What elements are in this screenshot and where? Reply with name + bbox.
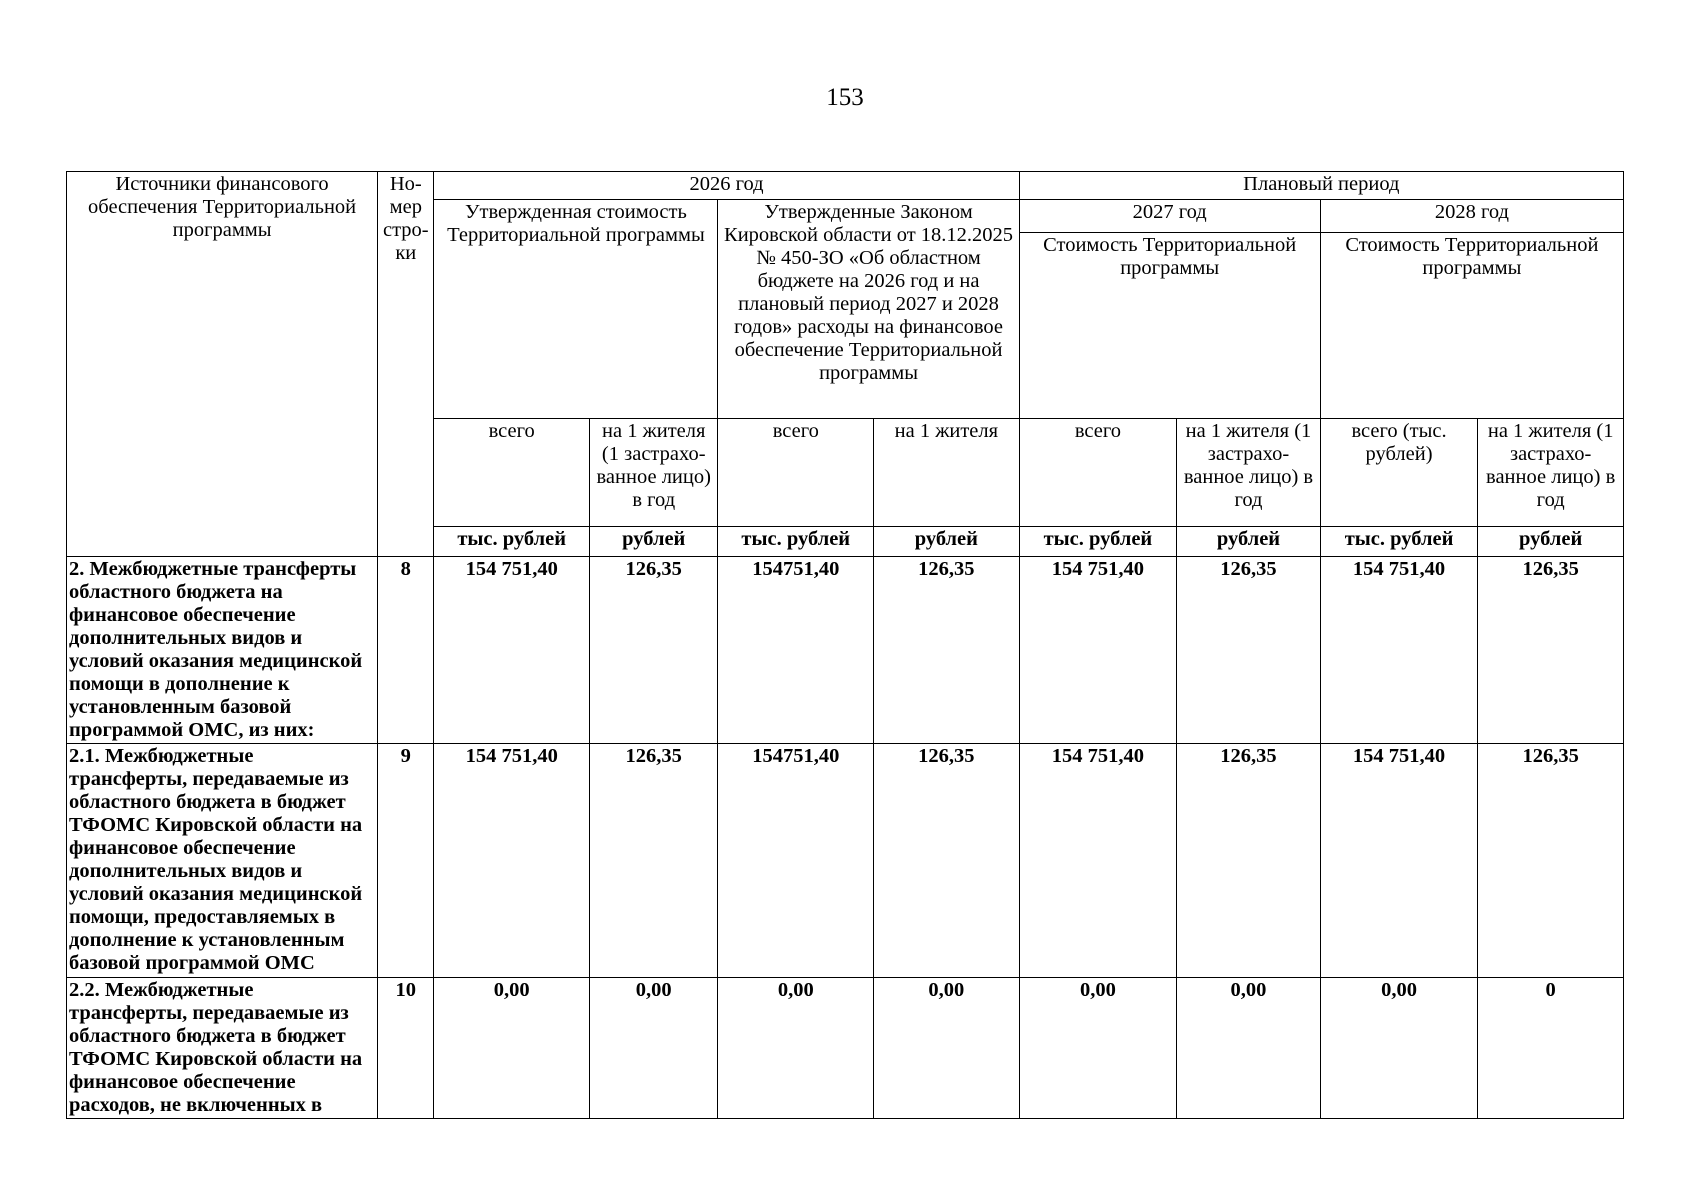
header-2026: 2026 год: [434, 172, 1019, 200]
sub-header: всего: [1019, 419, 1177, 527]
header-plan-period: Плановый период: [1019, 172, 1623, 200]
row-source: 2.2. Межбюджетные трансферты, передаваемые из областного бюджета в бюджет ТФОМС Кировской области на финансовое обеспечение расходов, не включенных в: [67, 978, 378, 1119]
unit-header: тыс. рублей: [1320, 527, 1478, 557]
sub-header: на 1 жителя: [874, 419, 1020, 527]
row-source: 2. Межбюджетные трансферты областного бюджета на финансовое обеспечение дополнительных видов и условий оказания медицинской помощи в дополнение к установленным базовой программой ОМС, из них:: [67, 557, 378, 744]
value-cell: 0,00: [1320, 978, 1478, 1119]
table-row: [67, 978, 1624, 1119]
row-source: 2.1. Межбюджетные трансферты, передаваемые из областного бюджета в бюджет ТФОМС Кировской области на финансовое обеспечение дополнительных видов и условий оказания медицинской помощи, предоставляемых в дополнение к установленным базовой программой ОМС: [67, 744, 378, 978]
header-row-number: Но-мер стро-ки: [378, 172, 434, 557]
value-cell: 0,00: [1177, 978, 1321, 1119]
sub-header: всего: [718, 419, 874, 527]
header-2027: 2027 год: [1019, 200, 1320, 233]
header-approved-law: Утвержденные Законом Кировской области от 18.12.2025 № 450-ЗО «Об областном бюджете на 2026 год и на плановый период 2027 и 2028 годов» расходы на финансовое обеспечение Территориальной программы: [718, 200, 1019, 419]
value-cell: 0,00: [718, 978, 874, 1119]
value-cell: 0,00: [589, 978, 717, 1119]
value-cell: 0,00: [1019, 978, 1177, 1119]
sub-header: на 1 жителя (1 застрахо-ванное лицо) в год: [1478, 419, 1624, 527]
value-cell: 126,35: [874, 744, 1020, 978]
value-cell: 126,35: [1478, 744, 1624, 978]
header-2028: 2028 год: [1320, 200, 1623, 233]
financing-table: [66, 171, 1624, 1119]
row-number: 9: [378, 744, 434, 978]
value-cell: 126,35: [589, 557, 717, 744]
value-cell: 0: [1478, 978, 1624, 1119]
sub-header: всего (тыс. рублей): [1320, 419, 1478, 527]
unit-header: тыс. рублей: [434, 527, 590, 557]
header-approved-cost: Утвержденная стоимость Территориальной программы: [434, 200, 718, 419]
unit-header: рублей: [874, 527, 1020, 557]
header-cost-2027: Стоимость Территориальной программы: [1019, 233, 1320, 419]
unit-header: рублей: [1478, 527, 1624, 557]
value-cell: 154751,40: [718, 557, 874, 744]
value-cell: 154 751,40: [434, 557, 590, 744]
header-cost-2028: Стоимость Территориальной программы: [1320, 233, 1623, 419]
value-cell: 126,35: [1478, 557, 1624, 744]
table-row: [67, 744, 1624, 978]
value-cell: 154 751,40: [1019, 557, 1177, 744]
unit-header: тыс. рублей: [718, 527, 874, 557]
header-row-years: [67, 172, 1624, 200]
value-cell: 0,00: [874, 978, 1020, 1119]
row-number: 8: [378, 557, 434, 744]
value-cell: 126,35: [1177, 744, 1321, 978]
value-cell: 154 751,40: [1320, 744, 1478, 978]
unit-header: рублей: [589, 527, 717, 557]
table-row: [67, 557, 1624, 744]
value-cell: 154 751,40: [1019, 744, 1177, 978]
value-cell: 154 751,40: [434, 744, 590, 978]
value-cell: 0,00: [434, 978, 590, 1119]
sub-header: на 1 жителя (1 застрахо-ванное лицо) в год: [589, 419, 717, 527]
value-cell: 126,35: [589, 744, 717, 978]
value-cell: 154 751,40: [1320, 557, 1478, 744]
page-number: 153: [826, 84, 864, 111]
value-cell: 154751,40: [718, 744, 874, 978]
unit-header: тыс. рублей: [1019, 527, 1177, 557]
value-cell: 126,35: [1177, 557, 1321, 744]
sub-header: всего: [434, 419, 590, 527]
row-number: 10: [378, 978, 434, 1119]
unit-header: рублей: [1177, 527, 1321, 557]
sub-header: на 1 жителя (1 застрахо-ванное лицо) в год: [1177, 419, 1321, 527]
value-cell: 126,35: [874, 557, 1020, 744]
header-source: Источники финансового обеспечения Территориальной программы: [67, 172, 378, 557]
